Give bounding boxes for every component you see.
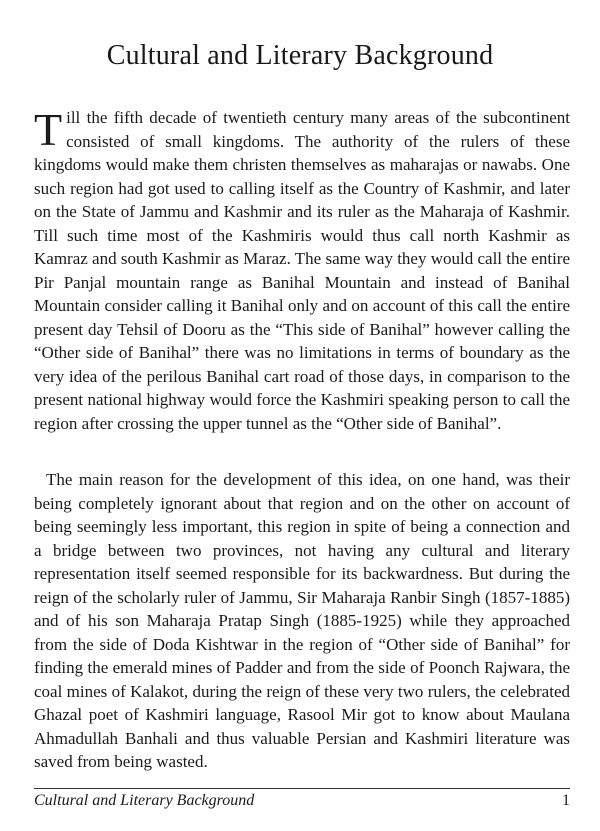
paragraph-1-text: ill the fifth decade of twentieth century many areas of the subcontinent consisted of small kingdoms. The authority of the rulers of these kingdoms would make them christen themselves as maharajas or nawabs. One such region had got used to calling itself as the Country of Kashmir, and later on the State of Jammu and Kashmir and its ruler as the Maharaja of Kashmir. Till such time most of the Kashmiris would thus call north Kashmir as Kamraz and south Kashmir as Maraz. The same way they would call the entire Pir Panjal mountain range as Banihal Mountain and instead of Banihal Mountain consider calling it Banihal only and on account of this call the entire present day Tehsil of Dooru as the “This side of Banihal” however calling the “Other side of Banihal” there was no limitations in terms of boundary as the very idea of the perilous Banihal cart road of those days, in comparison to the present national highway would force the Kashmiri speaking person to call the region after crossing the upper tunnel as the “Other side of Banihal”. <box>34 108 570 433</box>
page-number: 1 <box>562 792 570 809</box>
footer-rule <box>34 788 570 789</box>
chapter-title: Cultural and Literary Background <box>106 40 494 71</box>
drop-cap: T <box>34 104 63 155</box>
paragraph-1 <box>34 106 570 435</box>
footer-running-title: Cultural and Literary Background <box>34 792 255 809</box>
paragraph-2: The main reason for the development of this idea, on one hand, was their being completely ignorant about that region and on the other on account of being seemingly less important, this region in spite of being a connection and a bridge between two provinces, not having any cultural and literary representation itself seemed responsible for its backwardness. But during the reign of the scholarly ruler of Jammu, Sir Maharaja Ranbir Singh (1857-1885) and of his son Maharaja Pratap Singh (1885-1925) while they approached from the side of Doda Kishtwar in the region of “Other side of Banihal” for finding the emerald mines of Padder and from the side of Poonch Rajwara, the coal mines of Kalakot, during the reign of these very two rulers, the celebrated Ghazal poet of Kashmiri language, Rasool Mir got to know about Maulana Ahmadullah Banhali and thus valuable Persian and Kashmiri literature was saved from being wasted. <box>34 470 570 771</box>
